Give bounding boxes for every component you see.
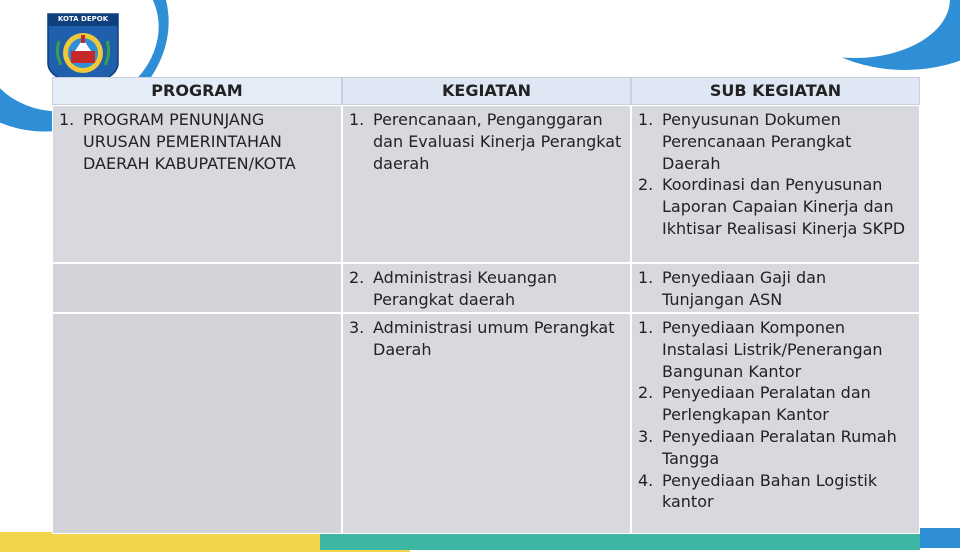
header-kegiatan: KEGIATAN xyxy=(342,77,631,105)
logo-title: KOTA DEPOK xyxy=(57,15,109,23)
program-table xyxy=(52,77,920,534)
list-item xyxy=(638,382,913,426)
sub-text: Penyusunan Dokumen Perencanaan Perangkat Daerah xyxy=(662,110,852,173)
program-number: 1. xyxy=(59,110,75,129)
sub-text: Penyediaan Gaji dan Tunjangan ASN xyxy=(662,268,827,309)
sub-text: Penyediaan Bahan Logistik kantor xyxy=(662,470,878,512)
table-row xyxy=(52,313,920,534)
program-cell xyxy=(52,105,342,263)
table-header-row xyxy=(52,77,920,105)
header-sub-kegiatan: SUB KEGIATAN xyxy=(631,77,920,105)
sub-text: Penyediaan Peralatan dan Perlengkapan Kantor xyxy=(662,383,871,425)
kegiatan-number: 2. xyxy=(349,268,365,287)
sub-kegiatan-cell xyxy=(631,263,920,313)
program-cell-empty xyxy=(52,313,342,534)
sub-number: 3. xyxy=(638,426,654,446)
kegiatan-cell xyxy=(342,263,631,313)
list-item xyxy=(638,174,913,239)
sub-number: 2. xyxy=(638,383,654,403)
sub-text: Penyediaan Komponen Instalasi Listrik/Penerangan Bangunan Kantor xyxy=(662,318,883,381)
header-program: PROGRAM xyxy=(52,77,342,105)
kegiatan-number: 1. xyxy=(349,110,365,129)
kegiatan-text: Perencanaan, Penganggaran dan Evaluasi Kinerja Perangkat daerah xyxy=(373,110,622,173)
list-item xyxy=(638,267,913,311)
sub-kegiatan-cell xyxy=(631,105,920,263)
sub-number: 4. xyxy=(638,470,654,490)
list-item xyxy=(638,109,913,174)
sub-number: 1. xyxy=(638,268,654,287)
sub-kegiatan-cell xyxy=(631,313,920,534)
kegiatan-cell xyxy=(342,313,631,534)
program-text: PROGRAM PENUNJANG URUSAN PEMERINTAHAN DAERAH KABUPATEN/KOTA xyxy=(83,110,296,173)
sub-text: Koordinasi dan Penyusunan Laporan Capaian Kinerja dan Ikhtisar Realisasi Kinerja SKPD xyxy=(662,175,906,238)
list-item xyxy=(638,426,913,470)
sub-text: Penyediaan Peralatan Rumah Tangga xyxy=(662,426,897,468)
kegiatan-number: 3. xyxy=(349,318,365,337)
kota-depok-emblem-icon xyxy=(47,13,119,87)
decor-bar-blue xyxy=(920,528,960,548)
kegiatan-text: Administrasi Keuangan Perangkat daerah xyxy=(373,268,558,309)
list-item xyxy=(638,470,913,514)
kegiatan-text: Administrasi umum Perangkat Daerah xyxy=(373,318,615,359)
kegiatan-cell xyxy=(342,105,631,263)
sub-number: 1. xyxy=(638,318,654,337)
sub-number: 1. xyxy=(638,110,654,129)
list-item xyxy=(638,317,913,382)
sub-number: 2. xyxy=(638,175,654,195)
table-row xyxy=(52,105,920,263)
program-cell-empty xyxy=(52,263,342,313)
table-row xyxy=(52,263,920,313)
